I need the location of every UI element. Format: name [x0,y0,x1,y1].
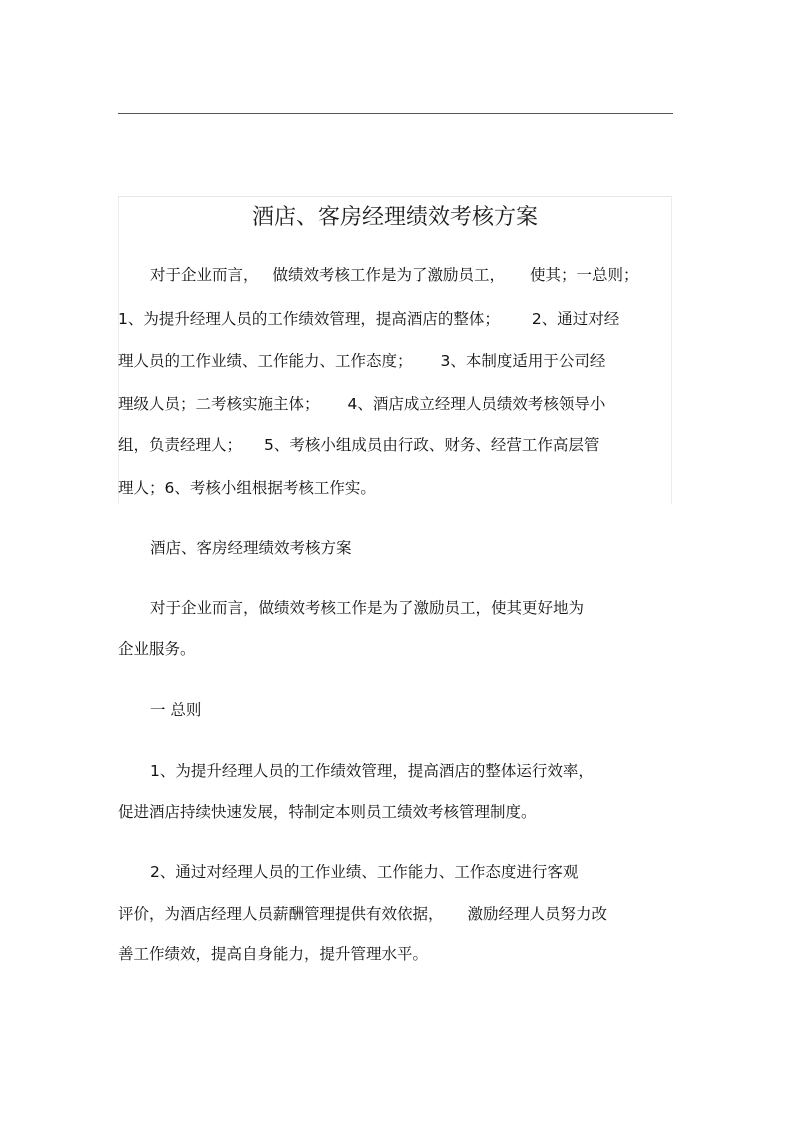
item-1-line-1: 1、为提升经理人员的工作绩效管理，提高酒店的整体运行效率， [150,762,594,780]
item-2-line-2-part-a: 评价，为酒店经理人员薪酬管理提供有效依据， [118,905,444,923]
summary-line-3 [118,350,605,372]
summary-line-1-part-c: 使其；一总则； [530,266,639,284]
summary-line-2-part-b: 2、通过对经 [531,310,620,328]
summary-line-6: 理人；6、考核小组根据考核工作实。 [118,479,376,497]
summary-line-5-part-a: 组，负责经理人； [118,436,243,454]
summary-line-1-part-a: 对于企业而言， [150,266,259,284]
summary-line-2 [118,308,619,330]
summary-line-3-part-b: 3、本制度适用于公司经 [440,352,606,370]
body-intro-line-1: 对于企业而言，做绩效考核工作是为了激励员工，使其更好地为 [150,599,585,617]
summary-line-1 [150,264,639,286]
section-1-title: 一 总则 [150,701,202,719]
summary-line-4 [118,393,605,415]
body-heading: 酒店、客房经理绩效考核方案 [150,539,352,557]
summary-line-4-part-a: 理级人员；二考核实施主体； [118,395,320,413]
item-2-line-1: 2、通过对经理人员的工作业绩、工作能力、工作态度进行客观 [150,863,579,881]
summary-line-3-part-a: 理人员的工作业绩、工作能力、工作态度； [118,352,413,370]
body-intro-line-2: 企业服务。 [118,640,196,658]
summary-line-5-part-b: 5、考核小组成员由行政、财务、经营工作高层管 [264,436,600,454]
item-1-line-2: 促进酒店持续快速发展，特制定本则员工绩效考核管理制度。 [118,803,537,821]
item-2-line-2 [118,903,607,925]
item-2-line-2-part-b: 激励经理人员努力改 [467,905,608,923]
summary-title: 酒店、客房经理绩效考核方案 [251,205,538,230]
summary-line-2-part-a: 1、为提升经理人员的工作绩效管理，提高酒店的整体； [118,310,500,328]
header-rule [118,113,673,114]
summary-line-1-part-b: 做绩效考核工作是为了激励员工， [272,266,506,284]
summary-line-5 [118,434,599,456]
item-2-line-3: 善工作绩效，提高自身能力，提升管理水平。 [118,945,429,963]
summary-line-4-part-b: 4、酒店成立经理人员绩效考核领导小 [347,395,606,413]
